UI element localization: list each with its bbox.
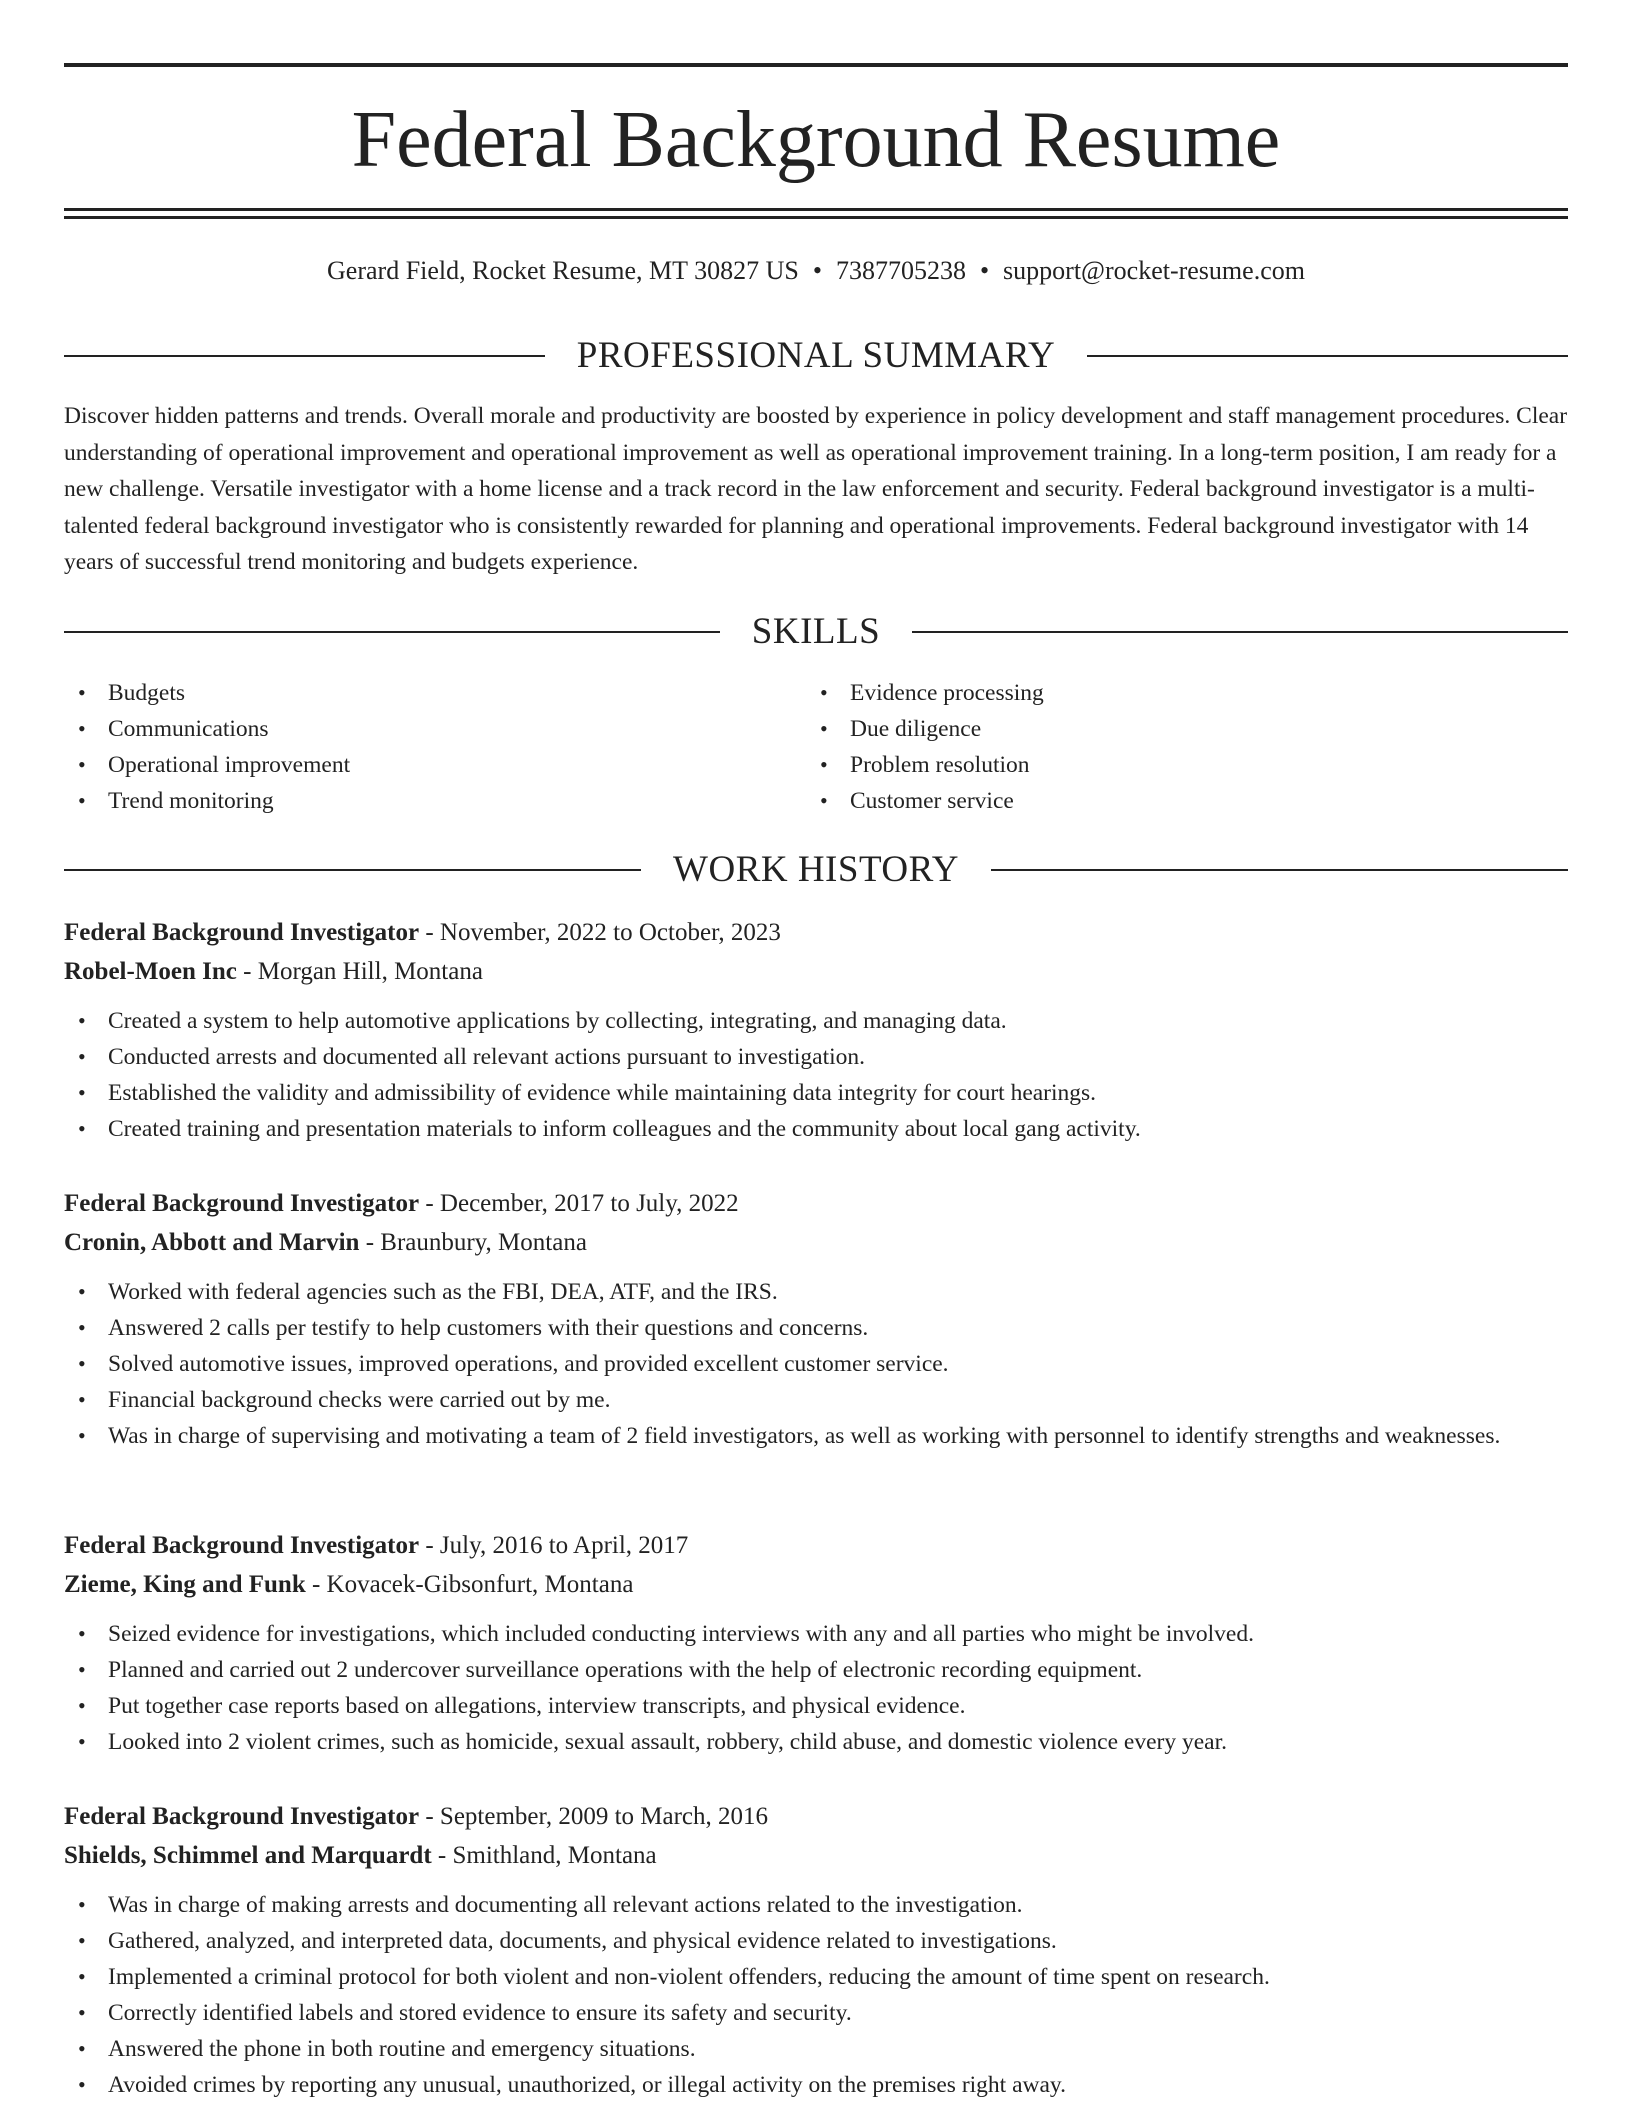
bullet-icon: •: [78, 1008, 86, 1033]
bullet-icon: •: [78, 1964, 86, 1989]
duty-text: Seized evidence for investigations, which included conducting interviews with any and all parties who might be involved.: [108, 1621, 1254, 1647]
bullet-icon: •: [820, 716, 828, 741]
job-location: - Kovacek-Gibsonfurt, Montana: [305, 1571, 634, 1598]
skill-label: Due diligence: [850, 716, 982, 742]
job-duty: [64, 1346, 1568, 1382]
duty-text: Gathered, analyzed, and interpreted data, documents, and physical evidence related to investigations.: [108, 1928, 1057, 1954]
bullet-icon: •: [78, 1657, 86, 1682]
job-duty: [64, 1959, 1568, 1995]
bullet-icon: •: [78, 1279, 86, 1304]
skills-heading-label: SKILLS: [751, 611, 881, 652]
job-company: Shields, Schimmel and Marquardt: [64, 1842, 432, 1869]
duty-text: Answered 2 calls per testify to help customers with their questions and concerns.: [108, 1315, 869, 1341]
bullet-icon: •: [78, 1080, 86, 1105]
bullet-icon: •: [78, 1351, 86, 1376]
contact-email: support@rocket-resume.com: [1003, 256, 1305, 285]
job-duties: [64, 1616, 1568, 1760]
job-title-line: [64, 913, 1568, 952]
job-duty: [64, 2031, 1568, 2067]
skill-label: Customer service: [850, 788, 1014, 814]
job-company: Zieme, King and Funk: [64, 1571, 306, 1598]
skill-item: [806, 711, 1506, 747]
bullet-icon: •: [78, 680, 86, 705]
job-duty: [64, 1688, 1568, 1724]
heading-rule: [1087, 355, 1568, 357]
job-company: Cronin, Abbott and Marvin: [64, 1229, 360, 1256]
job-entry: [64, 1797, 1568, 2103]
job-duty: [64, 1382, 1568, 1418]
skills-list-right: [806, 675, 1506, 819]
job-duty: [64, 1923, 1568, 1959]
duty-text: Put together case reports based on allegations, interview transcripts, and physical evidence.: [108, 1693, 966, 1719]
duty-text: Created training and presentation materials to inform colleagues and the community about local gang activity.: [108, 1116, 1141, 1142]
job-duty: [64, 1039, 1568, 1075]
job-title-line: [64, 1184, 1568, 1223]
contact-address: Gerard Field, Rocket Resume, MT 30827 US: [327, 256, 799, 285]
job-location: - Smithland, Montana: [431, 1842, 657, 1869]
contact-phone: 7387705238: [835, 256, 966, 285]
contact-separator: •: [979, 256, 990, 285]
duty-text: Financial background checks were carried out by me.: [108, 1387, 611, 1413]
skill-item: [64, 711, 764, 747]
duty-text: Avoided crimes by reporting any unusual, unauthorized, or illegal activity on the premises right away.: [108, 2072, 1067, 2098]
skills-heading: [64, 610, 1568, 654]
skill-label: Communications: [108, 716, 269, 742]
job-title-line: [64, 1797, 1568, 1836]
bullet-icon: •: [820, 752, 828, 777]
job-duties: [64, 1887, 1568, 2103]
bullet-icon: •: [78, 1693, 86, 1718]
job-company-line: [64, 1836, 1568, 1875]
work-history-heading: [64, 848, 1568, 892]
heading-rule: [64, 355, 545, 357]
job-company-line: [64, 952, 1568, 991]
summary-heading-label: PROFESSIONAL SUMMARY: [576, 335, 1056, 376]
duty-text: Created a system to help automotive applications by collecting, integrating, and managing data.: [108, 1008, 1007, 1034]
bullet-icon: •: [78, 1116, 86, 1141]
job-title: Federal Background Investigator: [64, 919, 420, 946]
job-location: - Morgan Hill, Montana: [236, 958, 483, 985]
duty-text: Answered the phone in both routine and emergency situations.: [108, 2036, 696, 2062]
job-company-line: [64, 1565, 1568, 1604]
heading-rule: [991, 869, 1568, 871]
duty-text: Was in charge of supervising and motivating a team of 2 field investigators, as well as working with personnel to identify strengths and weaknesses.: [108, 1423, 1501, 1449]
bullet-icon: •: [78, 1044, 86, 1069]
job-dates: - September, 2009 to March, 2016: [419, 1803, 769, 1830]
bullet-icon: •: [78, 2036, 86, 2061]
job-duty: [64, 1724, 1568, 1760]
bullet-icon: •: [78, 788, 86, 813]
duty-text: Correctly identified labels and stored evidence to ensure its safety and security.: [108, 2000, 852, 2026]
bullet-icon: •: [78, 1928, 86, 1953]
job-company-line: [64, 1223, 1568, 1262]
duty-text: Was in charge of making arrests and documenting all relevant actions related to the investigation.: [108, 1892, 1023, 1918]
duty-text: Planned and carried out 2 undercover surveillance operations with the help of electronic recording equipment.: [108, 1657, 1143, 1683]
job-dates: - July, 2016 to April, 2017: [419, 1532, 689, 1559]
skill-label: Trend monitoring: [108, 788, 274, 814]
job-entry: [64, 913, 1568, 1147]
job-entry: [64, 1184, 1568, 1454]
job-duty: [64, 1075, 1568, 1111]
skill-label: Evidence processing: [850, 680, 1044, 706]
bullet-icon: •: [78, 1892, 86, 1917]
bullet-icon: •: [78, 2072, 86, 2097]
job-duty: [64, 2067, 1568, 2103]
job-title: Federal Background Investigator: [64, 1532, 420, 1559]
heading-rule: [64, 631, 720, 633]
job-duty: [64, 1418, 1568, 1454]
summary-heading: [64, 334, 1568, 378]
job-duty: [64, 1274, 1568, 1310]
bullet-icon: •: [78, 1621, 86, 1646]
job-duty: [64, 1616, 1568, 1652]
contact-line: [64, 254, 1568, 288]
job-dates: - November, 2022 to October, 2023: [419, 919, 781, 946]
job-entry: [64, 1526, 1568, 1760]
job-duty: [64, 1310, 1568, 1346]
job-title-line: [64, 1526, 1568, 1565]
bullet-icon: •: [820, 788, 828, 813]
skill-label: Budgets: [108, 680, 186, 706]
skill-item: [64, 675, 764, 711]
title-rule-upper: [64, 208, 1568, 211]
job-company: Robel-Moen Inc: [64, 958, 237, 985]
job-duty: [64, 1111, 1568, 1147]
bullet-icon: •: [78, 752, 86, 777]
job-duty: [64, 1003, 1568, 1039]
work-history-heading-label: WORK HISTORY: [673, 849, 959, 890]
skill-label: Problem resolution: [850, 752, 1030, 778]
duty-text: Worked with federal agencies such as the FBI, DEA, ATF, and the IRS.: [108, 1279, 778, 1305]
contact-separator: •: [812, 256, 822, 285]
bullet-icon: •: [78, 1423, 86, 1448]
job-title: Federal Background Investigator: [64, 1803, 420, 1830]
resume-title: Federal Background Resume: [351, 96, 1281, 184]
job-duty: [64, 1887, 1568, 1923]
duty-text: Conducted arrests and documented all relevant actions pursuant to investigation.: [108, 1044, 866, 1070]
skill-item: [64, 783, 764, 819]
job-duties: [64, 1274, 1568, 1454]
duty-text: Implemented a criminal protocol for both violent and non-violent offenders, reducing the amount of time spent on research.: [108, 1964, 1270, 1990]
skill-item: [806, 783, 1506, 819]
heading-rule: [64, 869, 641, 871]
skill-item: [64, 747, 764, 783]
bullet-icon: •: [78, 1387, 86, 1412]
job-duty: [64, 1652, 1568, 1688]
bullet-icon: •: [78, 2000, 86, 2025]
skill-item: [806, 675, 1506, 711]
skill-label: Operational improvement: [108, 752, 351, 778]
duty-text: Established the validity and admissibility of evidence while maintaining data integrity for court hearings.: [108, 1080, 1097, 1106]
job-duty: [64, 1995, 1568, 2031]
heading-rule: [912, 631, 1568, 633]
duty-text: Looked into 2 violent crimes, such as homicide, sexual assault, robbery, child abuse, and domestic violence every year.: [108, 1729, 1227, 1755]
job-location: - Braunbury, Montana: [359, 1229, 587, 1256]
bullet-icon: •: [78, 1729, 86, 1754]
job-dates: - December, 2017 to July, 2022: [419, 1190, 739, 1217]
professional-summary: Discover hidden patterns and trends. Overall morale and productivity are boosted by experience in policy development and staff management procedures. Clear understanding of operational improvement and operational improvement as well as operational improvement training. In a long-term position, I am ready for a new challenge. Versatile investigator with a home license and a track record in the law enforcement and security. Federal background investigator is a multi-talented federal background investigator who is consistently rewarded for planning and operational improvements. Federal background investigator with 14 years of successful trend monitoring and budgets experience.: [64, 403, 1568, 575]
duty-text: Solved automotive issues, improved operations, and provided excellent customer service.: [108, 1351, 949, 1377]
skills-list-left: [64, 675, 764, 819]
job-title: Federal Background Investigator: [64, 1190, 420, 1217]
bullet-icon: •: [78, 1315, 86, 1340]
job-duties: [64, 1003, 1568, 1147]
bullet-icon: •: [78, 716, 86, 741]
top-rule: [64, 63, 1568, 67]
title-rule-lower: [64, 216, 1568, 219]
bullet-icon: •: [820, 680, 828, 705]
skill-item: [806, 747, 1506, 783]
